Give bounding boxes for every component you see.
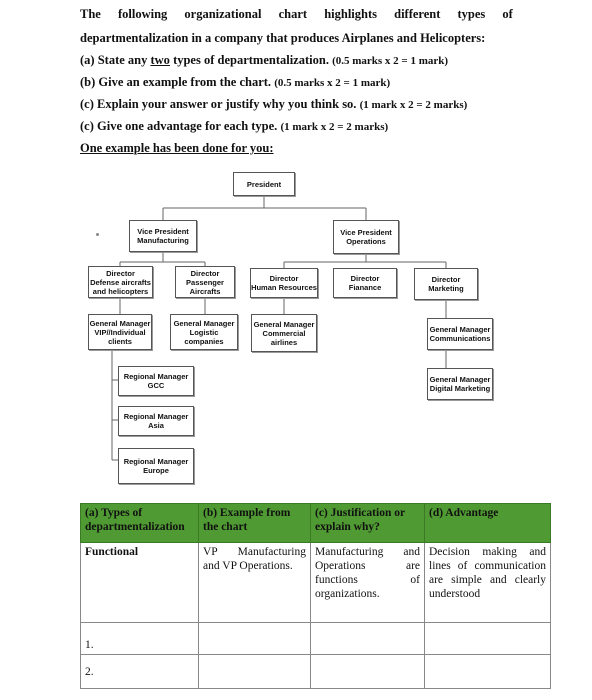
- org-box-director-passenger: [175, 266, 235, 298]
- rm-asia-line-1: Regional Manager: [123, 412, 189, 421]
- org-box-rm-gcc: [118, 366, 194, 396]
- org-box-gm-communications: [427, 318, 493, 350]
- part-a-text: (a) State any: [80, 53, 151, 67]
- rm-europe-line-2: Europe: [143, 466, 169, 475]
- rm-gcc-line-1: Regional Manager: [123, 372, 189, 381]
- rm-gcc-line-2: GCC: [147, 381, 165, 390]
- part-b-text: (b) Give an example from the chart.: [80, 75, 272, 89]
- cell-justification: Manufacturing and Operations are functions of organizations.: [311, 543, 425, 623]
- table-row-example: [81, 543, 551, 623]
- cell-advantage: Decision making and lines of communication are simple and clearly understood: [425, 543, 551, 623]
- row-2-advantage-cell[interactable]: [425, 655, 551, 689]
- gm-commercial-line-2: Commercial: [262, 328, 306, 338]
- dir-defense-line-3: and helicopters: [92, 286, 149, 296]
- gm-vip-line-2: VIP//Individual: [94, 327, 146, 337]
- part-b-marks: (0.5 marks x 2 = 1 mark): [274, 77, 391, 89]
- table-row-2: [81, 655, 551, 689]
- org-box-vp-manufacturing: [129, 220, 197, 252]
- gm-logistic-line-3: companies: [184, 336, 224, 346]
- answer-table: [80, 503, 551, 689]
- gm-logistic-line-2: Logistic: [189, 327, 219, 337]
- part-c-text: (c) Explain your answer or justify why you think so.: [80, 97, 357, 111]
- row-1-justification-cell[interactable]: [311, 623, 425, 655]
- rm-europe-line-1: Regional Manager: [123, 457, 189, 466]
- gm-communications-line-1: General Manager: [429, 325, 491, 334]
- row-1-advantage-cell[interactable]: [425, 623, 551, 655]
- vp-operations-line-2: Operations: [346, 237, 386, 246]
- gm-commercial-line-1: General Manager: [253, 319, 315, 329]
- header-example: (b) Example from the chart: [199, 504, 311, 543]
- row-1-label: 1.: [81, 623, 199, 655]
- part-a-marks: (0.5 marks x 2 = 1 mark): [332, 55, 449, 67]
- stray-dot: [96, 233, 99, 236]
- question-line-2: departmentalization in a company that produces Airplanes and Helicopters:: [80, 31, 486, 45]
- header-justification: (c) Justification or explain why?: [311, 504, 425, 543]
- org-box-director-marketing: [414, 268, 478, 300]
- header-types: (a) Types of departmentalization: [81, 504, 199, 543]
- part-a-two: two: [150, 53, 170, 67]
- dir-passenger-line-1: Director: [190, 268, 220, 278]
- gm-digital-line-2: Digital Marketing: [429, 384, 491, 393]
- org-box-director-finance: [333, 268, 397, 298]
- org-box-director-hr: [250, 268, 318, 298]
- org-box-gm-digital-marketing: [427, 368, 493, 400]
- gm-digital-line-1: General Manager: [429, 375, 491, 384]
- row-2-example-cell[interactable]: [199, 655, 311, 689]
- dir-finance-line-2: Fianance: [348, 283, 382, 292]
- gm-logistic-line-1: General Manager: [173, 318, 235, 328]
- part-c-marks: (1 mark x 2 = 2 marks): [359, 99, 468, 111]
- gm-vip-line-1: General Manager: [89, 318, 151, 328]
- dir-marketing-line-2: Marketing: [428, 284, 464, 293]
- org-box-gm-commercial: [251, 314, 317, 352]
- org-box-rm-asia: [118, 406, 194, 436]
- gm-communications-line-2: Communications: [429, 334, 491, 343]
- cell-type-functional: Functional: [81, 543, 199, 623]
- dir-passenger-line-3: Aircrafts: [189, 286, 221, 296]
- row-1-example-cell[interactable]: [199, 623, 311, 655]
- row-2-justification-cell[interactable]: [311, 655, 425, 689]
- row-2-label: 2.: [81, 655, 199, 689]
- dir-hr-line-1: Director: [269, 274, 299, 283]
- president-label: President: [246, 179, 282, 189]
- vp-manufacturing-line-1: Vice President: [137, 227, 189, 236]
- org-box-gm-vip: [88, 314, 152, 350]
- gm-vip-line-3: clients: [108, 336, 132, 346]
- dir-hr-line-2: Human Resources: [251, 283, 317, 292]
- rm-asia-line-2: Asia: [148, 421, 164, 430]
- dir-defense-line-2: Defense aircrafts: [90, 277, 151, 287]
- part-d-text: (c) Give one advantage for each type.: [80, 119, 278, 133]
- org-box-rm-europe: [118, 448, 194, 484]
- vp-operations-line-1: Vice President: [340, 228, 392, 237]
- dir-defense-line-1: Director: [106, 268, 135, 278]
- example-note: One example has been done for you:: [80, 141, 274, 155]
- dir-marketing-line-1: Director: [431, 275, 461, 284]
- vp-manufacturing-line-2: Manufacturing: [137, 236, 189, 245]
- dir-passenger-line-2: Passenger: [186, 277, 224, 287]
- dir-finance-line-1: Director: [350, 274, 380, 283]
- org-box-director-defense: [88, 266, 153, 298]
- header-advantage: (d) Advantage: [425, 504, 551, 543]
- part-a-rest: types of departmentalization.: [169, 53, 329, 67]
- answer-table-header-row: [81, 504, 551, 543]
- cell-example: VP Manufacturing and VP Operations.: [199, 543, 311, 623]
- org-box-gm-logistic: [170, 314, 238, 350]
- gm-commercial-line-3: airlines: [270, 337, 298, 347]
- table-row-1: [81, 623, 551, 655]
- question-line-1-text: The following organizational chart highlights different types of: [80, 7, 513, 21]
- org-box-vp-operations: [333, 220, 399, 254]
- part-d-marks: (1 mark x 2 = 2 marks): [280, 121, 389, 133]
- org-box-president: [233, 172, 295, 196]
